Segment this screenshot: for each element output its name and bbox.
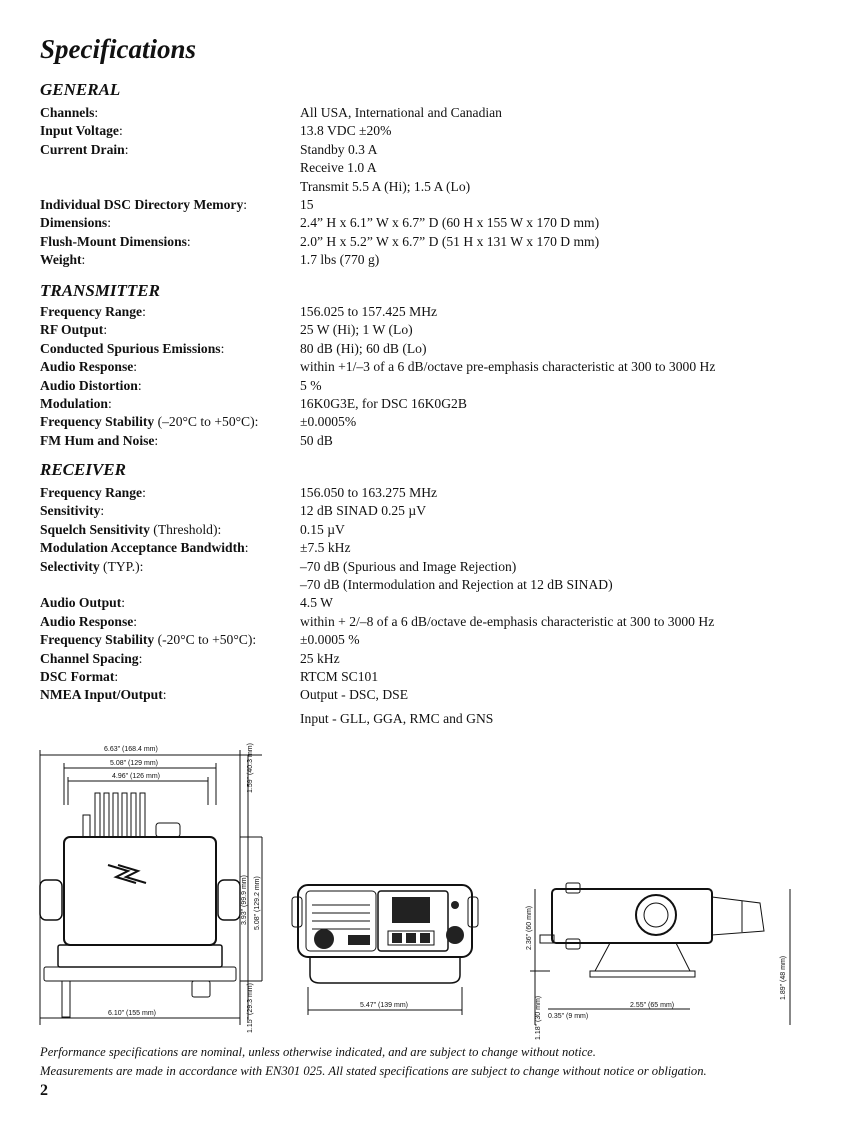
spec-label-suffix: : <box>154 432 159 448</box>
section-heading-general: GENERAL <box>40 80 121 99</box>
spec-label-bold: Current Drain <box>40 141 125 157</box>
spec-label <box>40 558 300 576</box>
spec-value: ±7.5 kHz <box>300 540 351 556</box>
spec-label-bold: Flush-Mount Dimensions <box>40 233 187 249</box>
footnote-measurements: Measurements are made in accordance with EN301 025. All stated specifications are subject to change without notice or obligation. <box>40 1064 707 1078</box>
spec-value: ±0.0005 % <box>300 632 360 648</box>
spec-label <box>40 613 300 631</box>
spec-label-bold: Frequency Stability <box>40 632 155 648</box>
spec-label-suffix: : <box>118 123 123 139</box>
page-number: 2 <box>40 1082 48 1099</box>
spec-value: 25 W (Hi); 1 W (Lo) <box>300 322 413 338</box>
spec-label-suffix: : <box>138 650 143 666</box>
spec-label <box>40 502 300 520</box>
spec-label-suffix: : <box>121 595 125 611</box>
spec-value: 2.0” H x 5.2” W x 6.7” D (51 H x 131 W x 170 D mm) <box>300 233 600 249</box>
spec-row <box>40 686 714 704</box>
spec-row <box>40 432 715 450</box>
dimension-diagram <box>0 725 866 1045</box>
spec-value: Output - DSC, DSE <box>300 687 409 703</box>
spec-row <box>40 668 714 686</box>
spec-value: 15 <box>300 197 314 213</box>
spec-value: 156.050 to 163.275 MHz <box>300 485 438 500</box>
spec-label-bold: Audio Response <box>40 359 134 375</box>
dim-label-width-496: 4.96" (126 mm) <box>112 773 161 780</box>
spec-label-bold: Frequency Range <box>40 304 143 319</box>
general-spec-list <box>40 104 599 270</box>
spec-label <box>40 141 300 159</box>
spec-value: –70 dB (Intermodulation and Rejection at 12 dB SINAD) <box>300 577 613 593</box>
spec-value: Receive 1.0 A <box>300 160 377 176</box>
spec-label <box>40 413 300 431</box>
spec-label-suffix: (TYP.): <box>99 558 144 574</box>
spec-label-bold: Audio Output <box>40 595 122 611</box>
spec-label-suffix: : <box>107 396 112 412</box>
spec-label-bold: Modulation Acceptance Bandwidth <box>40 540 245 556</box>
spec-value: ±0.0005% <box>300 414 357 430</box>
spec-label <box>40 122 300 140</box>
spec-label-suffix: : <box>142 485 146 500</box>
spec-label-suffix: : <box>186 233 191 249</box>
dim-label-height-508: 5.08" (129.2 mm) <box>254 876 261 930</box>
spec-value: 156.025 to 157.425 MHz <box>300 304 438 319</box>
spec-row <box>40 321 715 339</box>
spec-label <box>40 650 300 668</box>
spec-value: 12 dB SINAD 0.25 µV <box>300 503 427 519</box>
spec-label-suffix: (–20°C to +50°C): <box>154 414 259 430</box>
spec-label <box>40 321 300 339</box>
spec-label-suffix: : <box>81 252 86 268</box>
dim-label-depth-035: 0.35" (9 mm) <box>548 1013 589 1020</box>
spec-label <box>40 686 300 704</box>
dim-label-height-393: 3.93" (99.9 mm) <box>241 875 248 925</box>
spec-value: Standby 0.3 A <box>300 141 378 157</box>
spec-value: 5 % <box>300 377 322 393</box>
spec-value: within +1/–3 of a 6 dB/octave pre-emphasis characteristic at 300 to 3000 Hz <box>300 359 716 375</box>
dim-label-width-547: 5.47" (139 mm) <box>360 1002 409 1009</box>
spec-label-bold: Modulation <box>40 396 108 412</box>
spec-label <box>40 104 300 122</box>
spec-row <box>40 104 599 122</box>
spec-row <box>40 214 599 232</box>
spec-row <box>40 539 714 557</box>
spec-value: 0.15 µV <box>300 521 345 537</box>
spec-value: 1.7 lbs (770 g) <box>300 252 380 268</box>
spec-row <box>40 251 599 269</box>
spec-row <box>40 631 714 649</box>
spec-label-bold: Dimensions <box>40 215 108 231</box>
spec-label <box>40 668 300 686</box>
spec-row <box>40 340 715 358</box>
spec-label-suffix: : <box>137 377 142 393</box>
spec-value: within + 2/–8 of a 6 dB/octave de-emphasis characteristic at 300 to 3000 Hz <box>300 613 715 629</box>
spec-label-suffix: (Threshold): <box>149 521 222 537</box>
spec-label-bold: Selectivity <box>40 558 100 574</box>
spec-label <box>40 159 300 177</box>
spec-label <box>40 484 300 502</box>
spec-label-bold: Weight <box>40 252 82 268</box>
spec-label-suffix: : <box>124 141 129 157</box>
spec-value: 80 dB (Hi); 60 dB (Lo) <box>300 340 427 356</box>
spec-label <box>40 303 300 321</box>
spec-label-bold: Audio Response <box>40 613 134 629</box>
spec-value: Input - GLL, GGA, RMC and GNS <box>300 711 494 726</box>
page-title: Specifications <box>40 34 196 64</box>
spec-label-bold: NMEA Input/Output <box>40 687 163 703</box>
spec-row <box>40 576 714 594</box>
footnotes <box>40 1043 707 1081</box>
spec-row <box>40 613 714 631</box>
spec-label-suffix: : <box>220 340 225 356</box>
spec-label <box>40 521 300 539</box>
spec-label-suffix: : <box>133 359 138 375</box>
spec-value: 16K0G3E, for DSC 16K0G2B <box>300 396 467 412</box>
spec-label-bold: DSC Format <box>40 669 115 685</box>
spec-row <box>40 502 714 520</box>
spec-label <box>40 196 300 214</box>
spec-label <box>40 251 300 269</box>
dim-label-width-610: 6.10" (155 mm) <box>108 1010 157 1017</box>
spec-label-suffix: : <box>133 613 138 629</box>
spec-label <box>40 214 300 232</box>
spec-label <box>40 358 300 376</box>
spec-row <box>40 484 714 502</box>
dim-label-width-overall: 6.63" (168.4 mm) <box>104 746 158 753</box>
spec-row <box>40 521 714 539</box>
spec-row <box>40 650 714 668</box>
spec-label <box>40 340 300 358</box>
dim-label-width-508: 5.08" (129 mm) <box>110 760 159 767</box>
spec-label-suffix: : <box>107 215 112 231</box>
section-heading-transmitter: TRANSMITTER <box>40 281 160 300</box>
dim-label-height-236: 2.36" (60 mm) <box>526 905 533 950</box>
spec-value: 4.5 W <box>300 595 333 611</box>
spec-label <box>40 178 300 196</box>
spec-row <box>40 141 599 159</box>
spec-label-bold: Frequency Range <box>40 485 143 500</box>
spec-row <box>40 413 715 431</box>
receiver-spec-list <box>40 484 714 705</box>
radio-front-view <box>40 750 262 1025</box>
spec-value: RTCM SC101 <box>300 669 379 685</box>
spec-value: 25 kHz <box>300 650 340 666</box>
spec-label-suffix: : <box>103 322 108 338</box>
spec-label-bold: Audio Distortion <box>40 377 138 393</box>
spec-label-bold: RF Output <box>40 322 104 338</box>
spec-row <box>40 358 715 376</box>
radio-panel-view <box>292 885 478 1015</box>
dim-label-depth-255: 2.55" (65 mm) <box>630 1002 675 1009</box>
spec-label <box>40 395 300 413</box>
spec-label-suffix: : <box>162 687 167 703</box>
spec-row <box>40 178 599 196</box>
spec-label-suffix: : <box>100 503 105 519</box>
spec-label-bold: Channels <box>40 105 95 120</box>
dim-label-height-118: 1.18" (30 mm) <box>535 995 542 1040</box>
spec-label-suffix: : <box>142 304 146 319</box>
spec-label <box>40 594 300 612</box>
spec-row <box>40 303 715 321</box>
spec-value: 50 dB <box>300 432 333 448</box>
spec-row <box>40 159 599 177</box>
spec-label-bold: Sensitivity <box>40 503 101 519</box>
spec-label-suffix: (-20°C to +50°C): <box>154 632 257 648</box>
spec-label <box>40 576 300 594</box>
spec-value: 2.4” H x 6.1” W x 6.7” D (60 H x 155 W x 170 D mm) <box>300 215 600 231</box>
spec-label-suffix: : <box>244 540 249 556</box>
spec-row <box>40 122 599 140</box>
spec-label-bold: FM Hum and Noise <box>40 432 155 448</box>
footnote-performance: Performance specifications are nominal, unless otherwise indicated, and are subject to change without notice. <box>40 1045 596 1059</box>
dim-label-height-159: 1.59" (40.3 mm) <box>247 743 254 793</box>
spec-row <box>40 233 599 251</box>
spec-value: 13.8 VDC ±20% <box>300 123 392 139</box>
spec-label <box>40 539 300 557</box>
spec-row <box>40 377 715 395</box>
spec-label <box>40 432 300 450</box>
spec-label-bold: Frequency Stability <box>40 414 155 430</box>
spec-label-bold: Conducted Spurious Emissions <box>40 340 221 356</box>
spec-row <box>40 594 714 612</box>
dim-label-height-115: 1.15" (29.3 mm) <box>247 983 254 1033</box>
spec-label <box>40 377 300 395</box>
spec-label-suffix: : <box>94 105 99 120</box>
spec-value: All USA, International and Canadian <box>300 105 502 120</box>
dim-label-height-189: 1.89" (48 mm) <box>780 955 787 1000</box>
section-heading-receiver: RECEIVER <box>40 460 126 479</box>
spec-row <box>40 196 599 214</box>
spec-label <box>40 233 300 251</box>
spec-value: Transmit 5.5 A (Hi); 1.5 A (Lo) <box>300 178 471 194</box>
spec-label-bold: Channel Spacing <box>40 650 139 666</box>
spec-row <box>40 395 715 413</box>
spec-row <box>40 558 714 576</box>
spec-value: –70 dB (Spurious and Image Rejection) <box>300 558 517 574</box>
transmitter-spec-list <box>40 303 715 450</box>
spec-label-suffix: : <box>243 197 248 213</box>
spec-label-bold: Individual DSC Directory Memory <box>40 197 244 213</box>
spec-label-suffix: : <box>114 669 119 685</box>
spec-label-bold: Input Voltage <box>40 123 119 139</box>
spec-label <box>40 631 300 649</box>
spec-label-bold: Squelch Sensitivity <box>40 521 150 537</box>
